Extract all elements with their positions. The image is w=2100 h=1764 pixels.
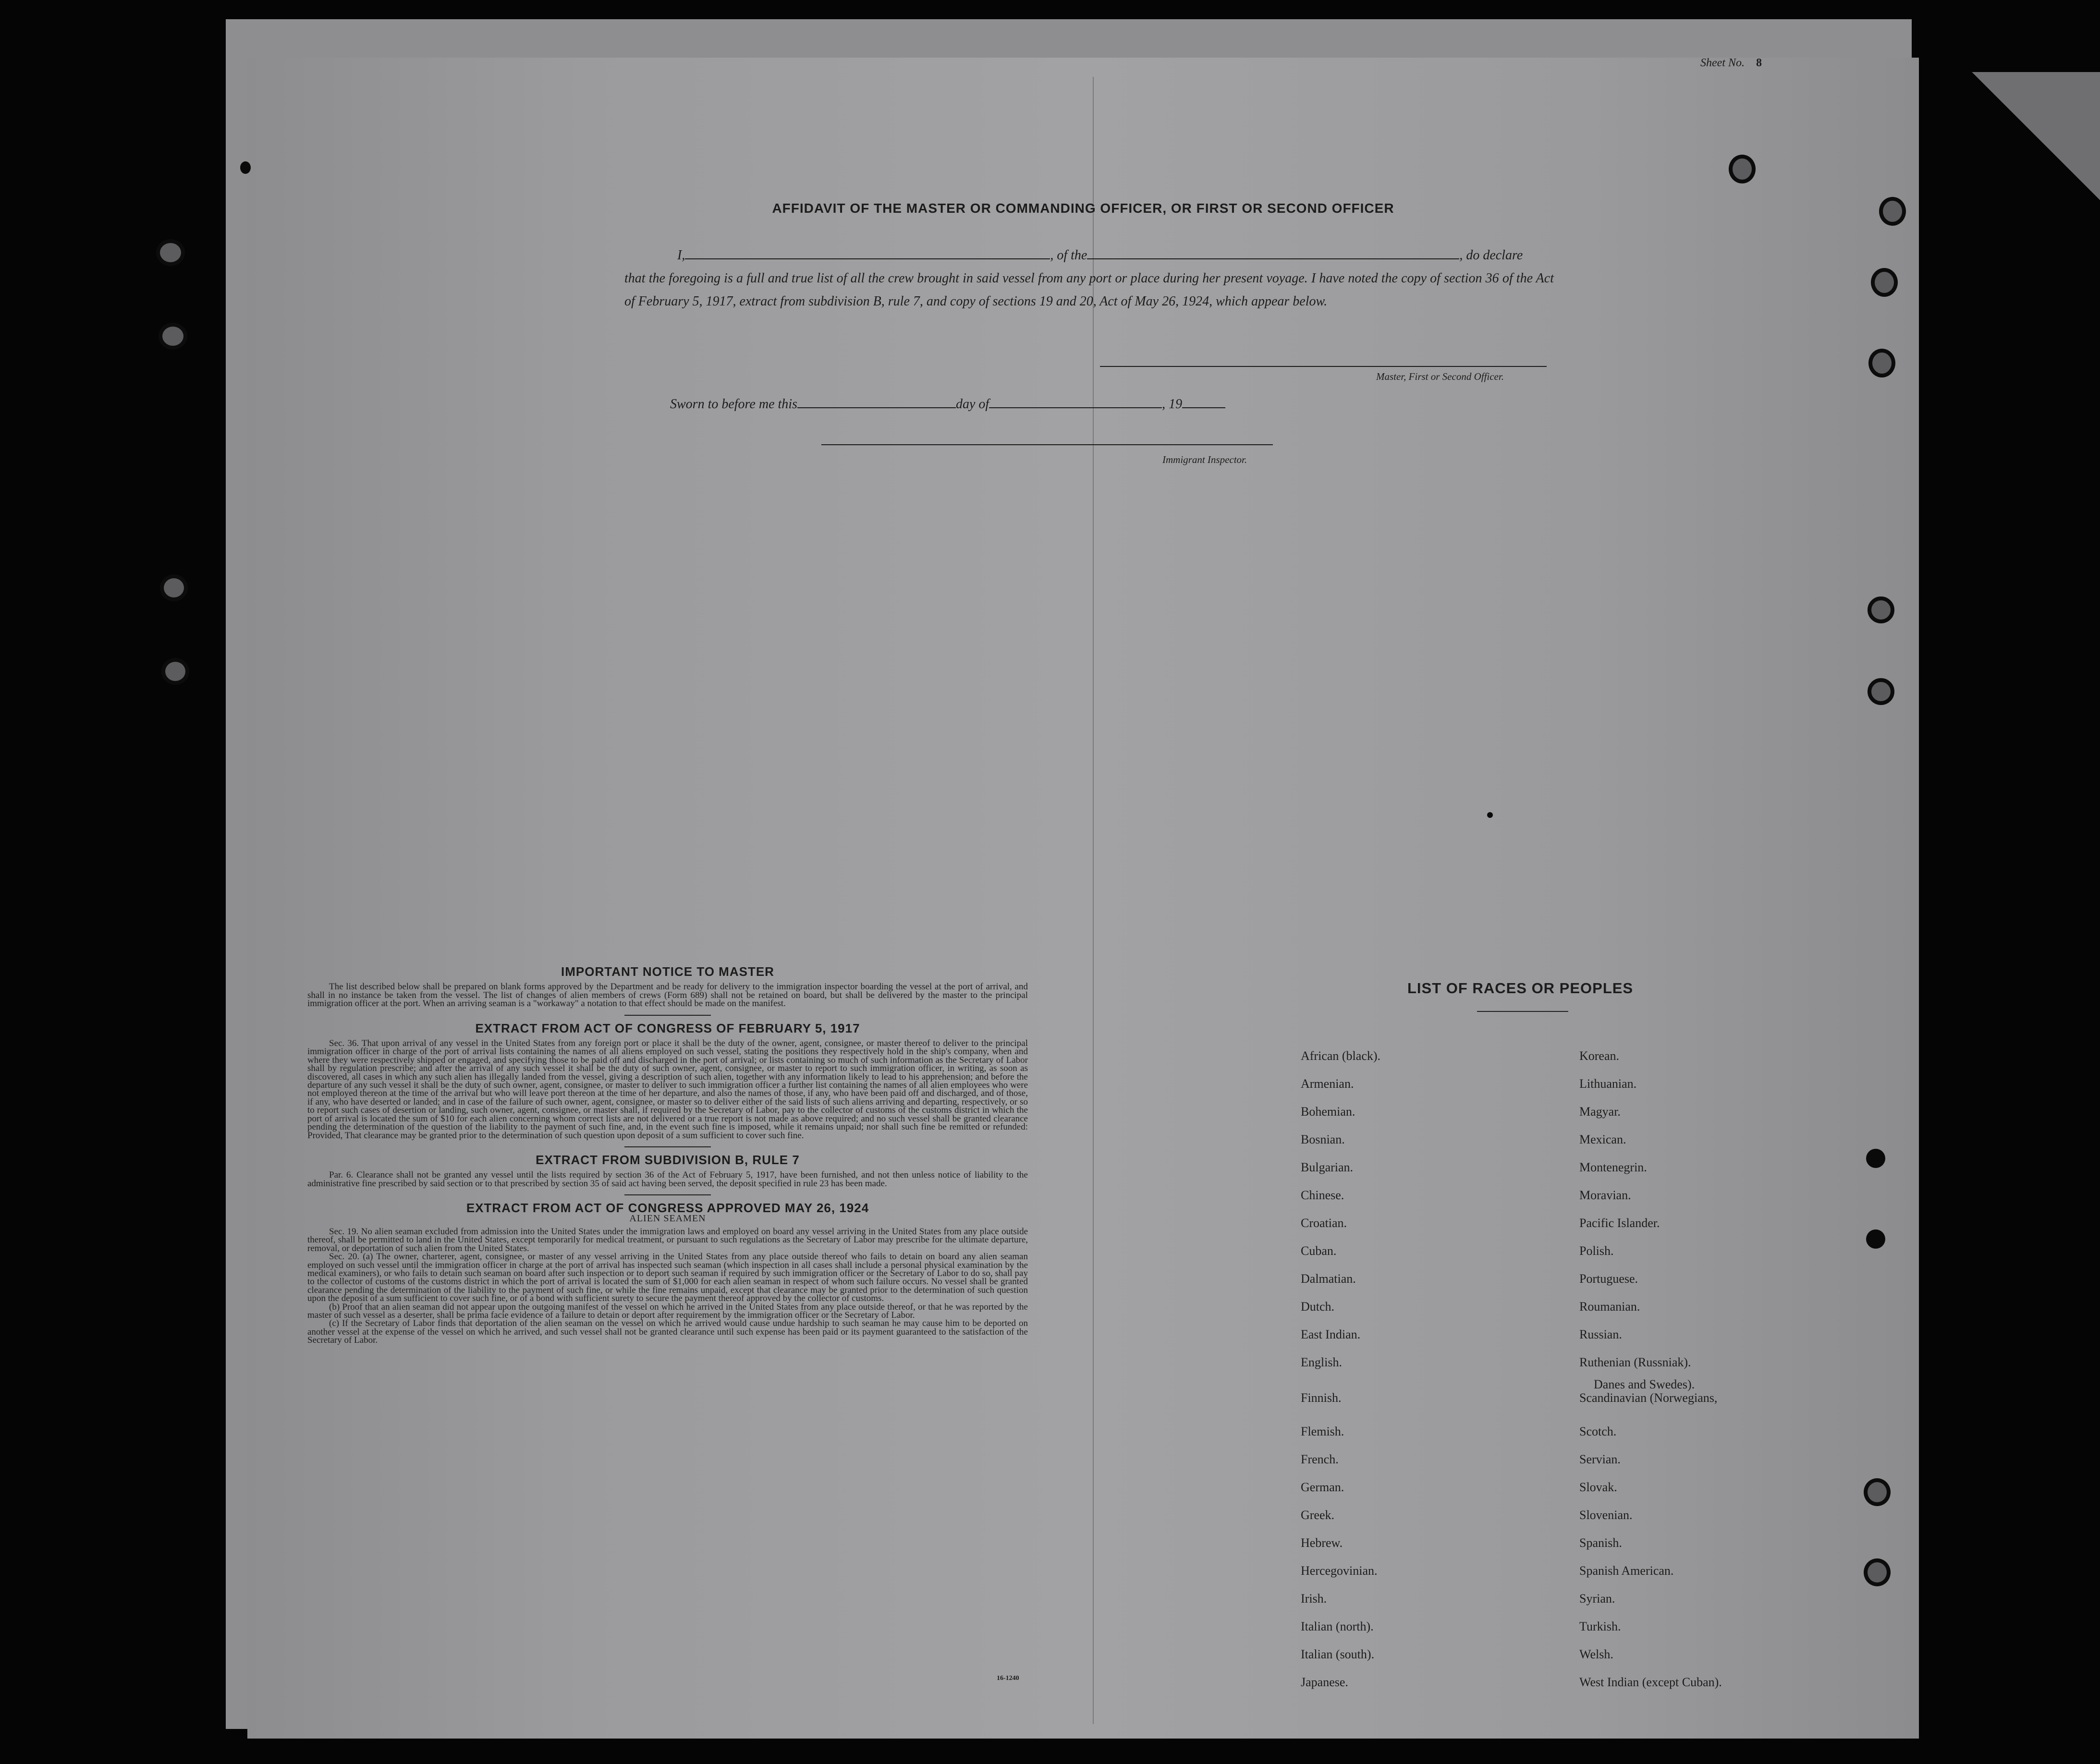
punch-mark (1487, 812, 1493, 818)
race-item: Magyar. (1579, 1105, 1621, 1119)
race-item: Bosnian. (1301, 1132, 1345, 1146)
inspector-signature-line[interactable] (821, 444, 1273, 445)
race-item: Montenegrin. (1579, 1160, 1647, 1174)
extract1-text: Sec. 36. That upon arrival of any vessel in the United States from any foreign port or place it shall be the duty of the owner, agent, consignee, or master thereof to deliver to the principal immigration officer in charge of the port of arrival lists containing the names of all aliens employed on such vessel, stating the positions they respectively hold in the ship's company, when and where they were respectively shipped or engaged, and specifying those to be paid off and discharged in the port of arrival; or lists containing so much of such information as the Secretary of Labor shall by regulation prescribe; and after the arrival of any such vessel it shall be the duty of such owner, agent, consignee, or master to report to such immigration officer, in writing, as soon as discovered, all cases in which any such alien has illegally landed from the vessel, giving a description of such alien, together with any information likely to lead to his apprehension; and before the departure of any such vessel it shall be the duty of such owner, agent, consignee, or master to deliver to such immigration officer a further list containing the names of all alien employees who were not employed thereon at the time of the arrival but who will leave port thereon at the time of her departure, and also the names of those, if any, who have been paid off and discharged, and of those, if any, who have deserted or landed; and in case of the failure of such owner, agent, consignee, or master so to deliver either of the said lists of such aliens arriving and departing, respectively, or so to report such cases of desertion or landing, such owner, agent, consignee, or master shall, if required by the Secretary of Labor, pay to the collector of customs of the customs district in which the port of arrival is located the sum of $10 for each alien concerning whom correct lists are not delivered or a true report is not made as above required; and no such vessel shall be granted clearance pending the determination of the question of the liability to the payment of such fine, and, in the event such fine is imposed, while it remains unpaid; nor shall such fine be remitted or refunded: Provided, That clearance may be granted prior to the determination of such question upon deposit of a sum sufficient to cover such fine. (307, 1038, 1028, 1141)
race-item: Finnish. (1301, 1391, 1342, 1405)
extract1-title: EXTRACT FROM ACT OF CONGRESS OF FEBRUARY 5, 1917 (475, 1021, 860, 1035)
race-item: Syrian. (1579, 1592, 1615, 1606)
extract3-title: EXTRACT FROM ACT OF CONGRESS APPROVED MAY 26, 1924 (466, 1201, 869, 1216)
race-item: Scandinavian (Norwegians, (1579, 1391, 1718, 1405)
divider (624, 1146, 711, 1147)
notice-block (307, 964, 1028, 1346)
race-item: Pacific Islander. (1579, 1216, 1660, 1230)
races-title: LIST OF RACES OR PEOPLES (1407, 980, 1634, 997)
affidavit-of-the: , of the (1050, 248, 1087, 263)
race-item: English. (1301, 1355, 1342, 1369)
affidavit-declare-line (624, 244, 1554, 267)
race-item: Moravian. (1579, 1188, 1631, 1202)
race-item: Dalmatian. (1301, 1272, 1356, 1286)
sec20b-text: (b) Proof that an alien seaman did not appear upon the outgoing manifest of the vessel on which he arrived in the United States from any place outside thereof, or that he was reported by the master of such vessel as a deserter, shall be prima facie evidence of a failure to detain or deport after requirement by the immigration officer or the Secretary of Labor. (307, 1302, 1028, 1320)
race-item: Welsh. (1579, 1647, 1613, 1661)
race-item: Portuguese. (1579, 1272, 1638, 1286)
page-curl (1972, 72, 2100, 274)
race-item: East Indian. (1301, 1327, 1361, 1341)
divider (624, 1194, 711, 1195)
center-fold (1093, 77, 1094, 1724)
sec19-text: Sec. 19. No alien seaman excluded from admission into the United States under the immigration laws and employed on board any vessel arriving in the United States from any place outside thereof, shall be permitted to land in the United States, except temporarily for medical treatment, or pursuant to such regulations as the Secretary of Labor may prescribe for the ultimate departure, removal, or deportation of such alien from the United States. (307, 1226, 1028, 1253)
race-item: Flemish. (1301, 1424, 1344, 1438)
binder-hole (1868, 596, 1894, 623)
race-item: Greek. (1301, 1508, 1335, 1522)
punch-mark (1866, 1149, 1885, 1168)
race-item: Scotch. (1579, 1424, 1617, 1438)
sec20a-text: Sec. 20. (a) The owner, charterer, agent, consignee, or master of any vessel arriving in the United States from any place outside thereof who fails to detain on board any alien seaman employed on such vessel until the immigration officer in charge at the port of arrival has inspected such seaman (which inspection in all cases shall include a personal physical examination by the medical examiners), or who fails to detain such seaman on board after such inspection or to deport such seaman if required by such immigration officer or the Secretary of Labor to do so, shall pay to the collector of customs of the customs district in which the port of arrival is located the sum of $1,000 for each alien seaman in respect of whom such failure occurs. No vessel shall be granted clearance pending the determination of the liability to the payment of such fine, or while the fine remains unpaid, except that clearance may be granted prior to the determination of such question upon the deposit of a sum sufficient to cover such fine, or of a bond with sufficient surety to secure the payment thereof approved by the collector of customs. (307, 1252, 1028, 1304)
race-item: German. (1301, 1480, 1344, 1494)
race-item: Roumanian. (1579, 1300, 1640, 1314)
affidavit-prefix: I, (677, 248, 685, 263)
divider (1477, 1011, 1568, 1012)
race-item: Italian (south). (1301, 1647, 1375, 1661)
binder-hole (159, 323, 187, 350)
binder-hole (1871, 268, 1898, 297)
notice-text: The list described below shall be prepared on blank forms approved by the Department and be ready for delivery to the immigration inspector boarding the vessel at the port of arrival, and shall in no instance be taken from the vessel. The list of changes of alien members of crews (Form 689) shall not be retained on board, but shall be delivered by the master to the principal immigration officer at the port. When an arriving seaman is a "workaway" a notation to that effect should be made on the manifest. (307, 982, 1028, 1009)
sworn-prefix: Sworn to before me this (670, 397, 797, 412)
extract2-text: Par. 6. Clearance shall not be granted any vessel until the lists required by section 36 of the Act of February 5, 1917, have been furnished, and not then unless notice of liability to the administrative fine prescribed by said section or to that prescribed by section 35 of said act having been served, the deposit specified in rule 23 has been made. (307, 1170, 1028, 1189)
race-item: Dutch. (1301, 1300, 1335, 1314)
race-item: Bulgarian. (1301, 1160, 1354, 1174)
sworn-year: , 19 (1162, 397, 1183, 412)
affidavit-declare: , do declare (1459, 248, 1523, 263)
race-item: Spanish American. (1579, 1564, 1674, 1578)
affidavit-body (624, 244, 1554, 313)
race-item: Hebrew. (1301, 1536, 1343, 1550)
race-item: West Indian (except Cuban). (1579, 1675, 1722, 1689)
affidavit-text: that the foregoing is a full and true list of all the crew brought in said vessel from any port or place during her present voyage. I have noted the copy of section 36 of the Act of February 5, 1917, extract from subdivision B, rule 7, and copy of sections 19 and 20, Act of May 26, 1924, which appear below. (624, 271, 1554, 309)
master-signature-line[interactable] (1100, 366, 1547, 367)
binder-hole (1868, 678, 1894, 705)
race-item: Bohemian. (1301, 1105, 1355, 1119)
race-item: Spanish. (1579, 1536, 1622, 1550)
race-item: Croatian. (1301, 1216, 1347, 1230)
race-item: Lithuanian. (1579, 1077, 1637, 1091)
binder-hole (161, 658, 189, 685)
race-item: Japanese. (1301, 1675, 1348, 1689)
inspector-signature-label: Immigrant Inspector. (1162, 454, 1247, 465)
sheet-number (1700, 57, 1762, 70)
form-number: 16-1240 (997, 1675, 1019, 1682)
master-signature-label: Master, First or Second Officer. (1376, 371, 1504, 382)
extract2-title: EXTRACT FROM SUBDIVISION B, RULE 7 (536, 1152, 800, 1167)
sheet-number-value: 8 (1756, 57, 1762, 69)
punch-mark (240, 161, 251, 174)
divider (624, 1015, 711, 1016)
binder-hole (1864, 1558, 1891, 1586)
binder-hole (1729, 155, 1756, 183)
sec20c-text: (c) If the Secretary of Labor finds that deportation of the alien seaman on the vessel on which he arrived would cause undue hardship to such seaman he may cause him to be deported on another vessel at the expense of the vessel on which he arrived, and such vessel shall not be granted clearance until such expense has been paid or its payment guaranteed to the satisfaction of the Secretary of Labor. (307, 1318, 1028, 1346)
race-item: French. (1301, 1452, 1339, 1466)
race-item: Mexican. (1579, 1132, 1626, 1146)
race-item: Slovenian. (1579, 1508, 1633, 1522)
binder-hole (156, 239, 185, 266)
sworn-year-blank[interactable] (1182, 395, 1225, 408)
race-item: Russian. (1579, 1327, 1622, 1341)
race-item-continuation: Danes and Swedes). (1594, 1377, 1695, 1391)
race-item: Italian (north). (1301, 1619, 1374, 1633)
binder-hole (1879, 197, 1906, 226)
race-item: Armenian. (1301, 1077, 1354, 1091)
race-item: Ruthenian (Russniak). (1579, 1355, 1691, 1369)
vessel-blank[interactable] (1087, 246, 1459, 259)
race-item: Irish. (1301, 1592, 1327, 1606)
notice-title: IMPORTANT NOTICE TO MASTER (561, 964, 774, 979)
sheet-number-label: Sheet No. (1700, 57, 1745, 69)
name-blank[interactable] (685, 246, 1050, 259)
sworn-line (670, 395, 1225, 412)
affidavit-title: AFFIDAVIT OF THE MASTER OR COMMANDING OFFICER, OR FIRST OR SECOND OFFICER (772, 201, 1394, 216)
sworn-day-blank[interactable] (797, 395, 956, 408)
race-item: African (black). (1301, 1049, 1381, 1063)
binder-hole (160, 574, 188, 601)
race-item: Slovak. (1579, 1480, 1617, 1494)
sworn-month-blank[interactable] (989, 395, 1162, 408)
race-item: Polish. (1579, 1244, 1614, 1258)
race-item: Servian. (1579, 1452, 1621, 1466)
race-item: Cuban. (1301, 1244, 1337, 1258)
race-item: Hercegovinian. (1301, 1564, 1378, 1578)
binder-hole (1868, 349, 1895, 377)
race-item: Chinese. (1301, 1188, 1344, 1202)
binder-hole (1864, 1478, 1891, 1506)
extract3-subtitle: ALIEN SEAMEN (629, 1213, 706, 1224)
race-item: Turkish. (1579, 1619, 1621, 1633)
race-item: Korean. (1579, 1049, 1620, 1063)
sworn-day-of: day of (955, 397, 989, 412)
punch-mark (1866, 1229, 1885, 1249)
